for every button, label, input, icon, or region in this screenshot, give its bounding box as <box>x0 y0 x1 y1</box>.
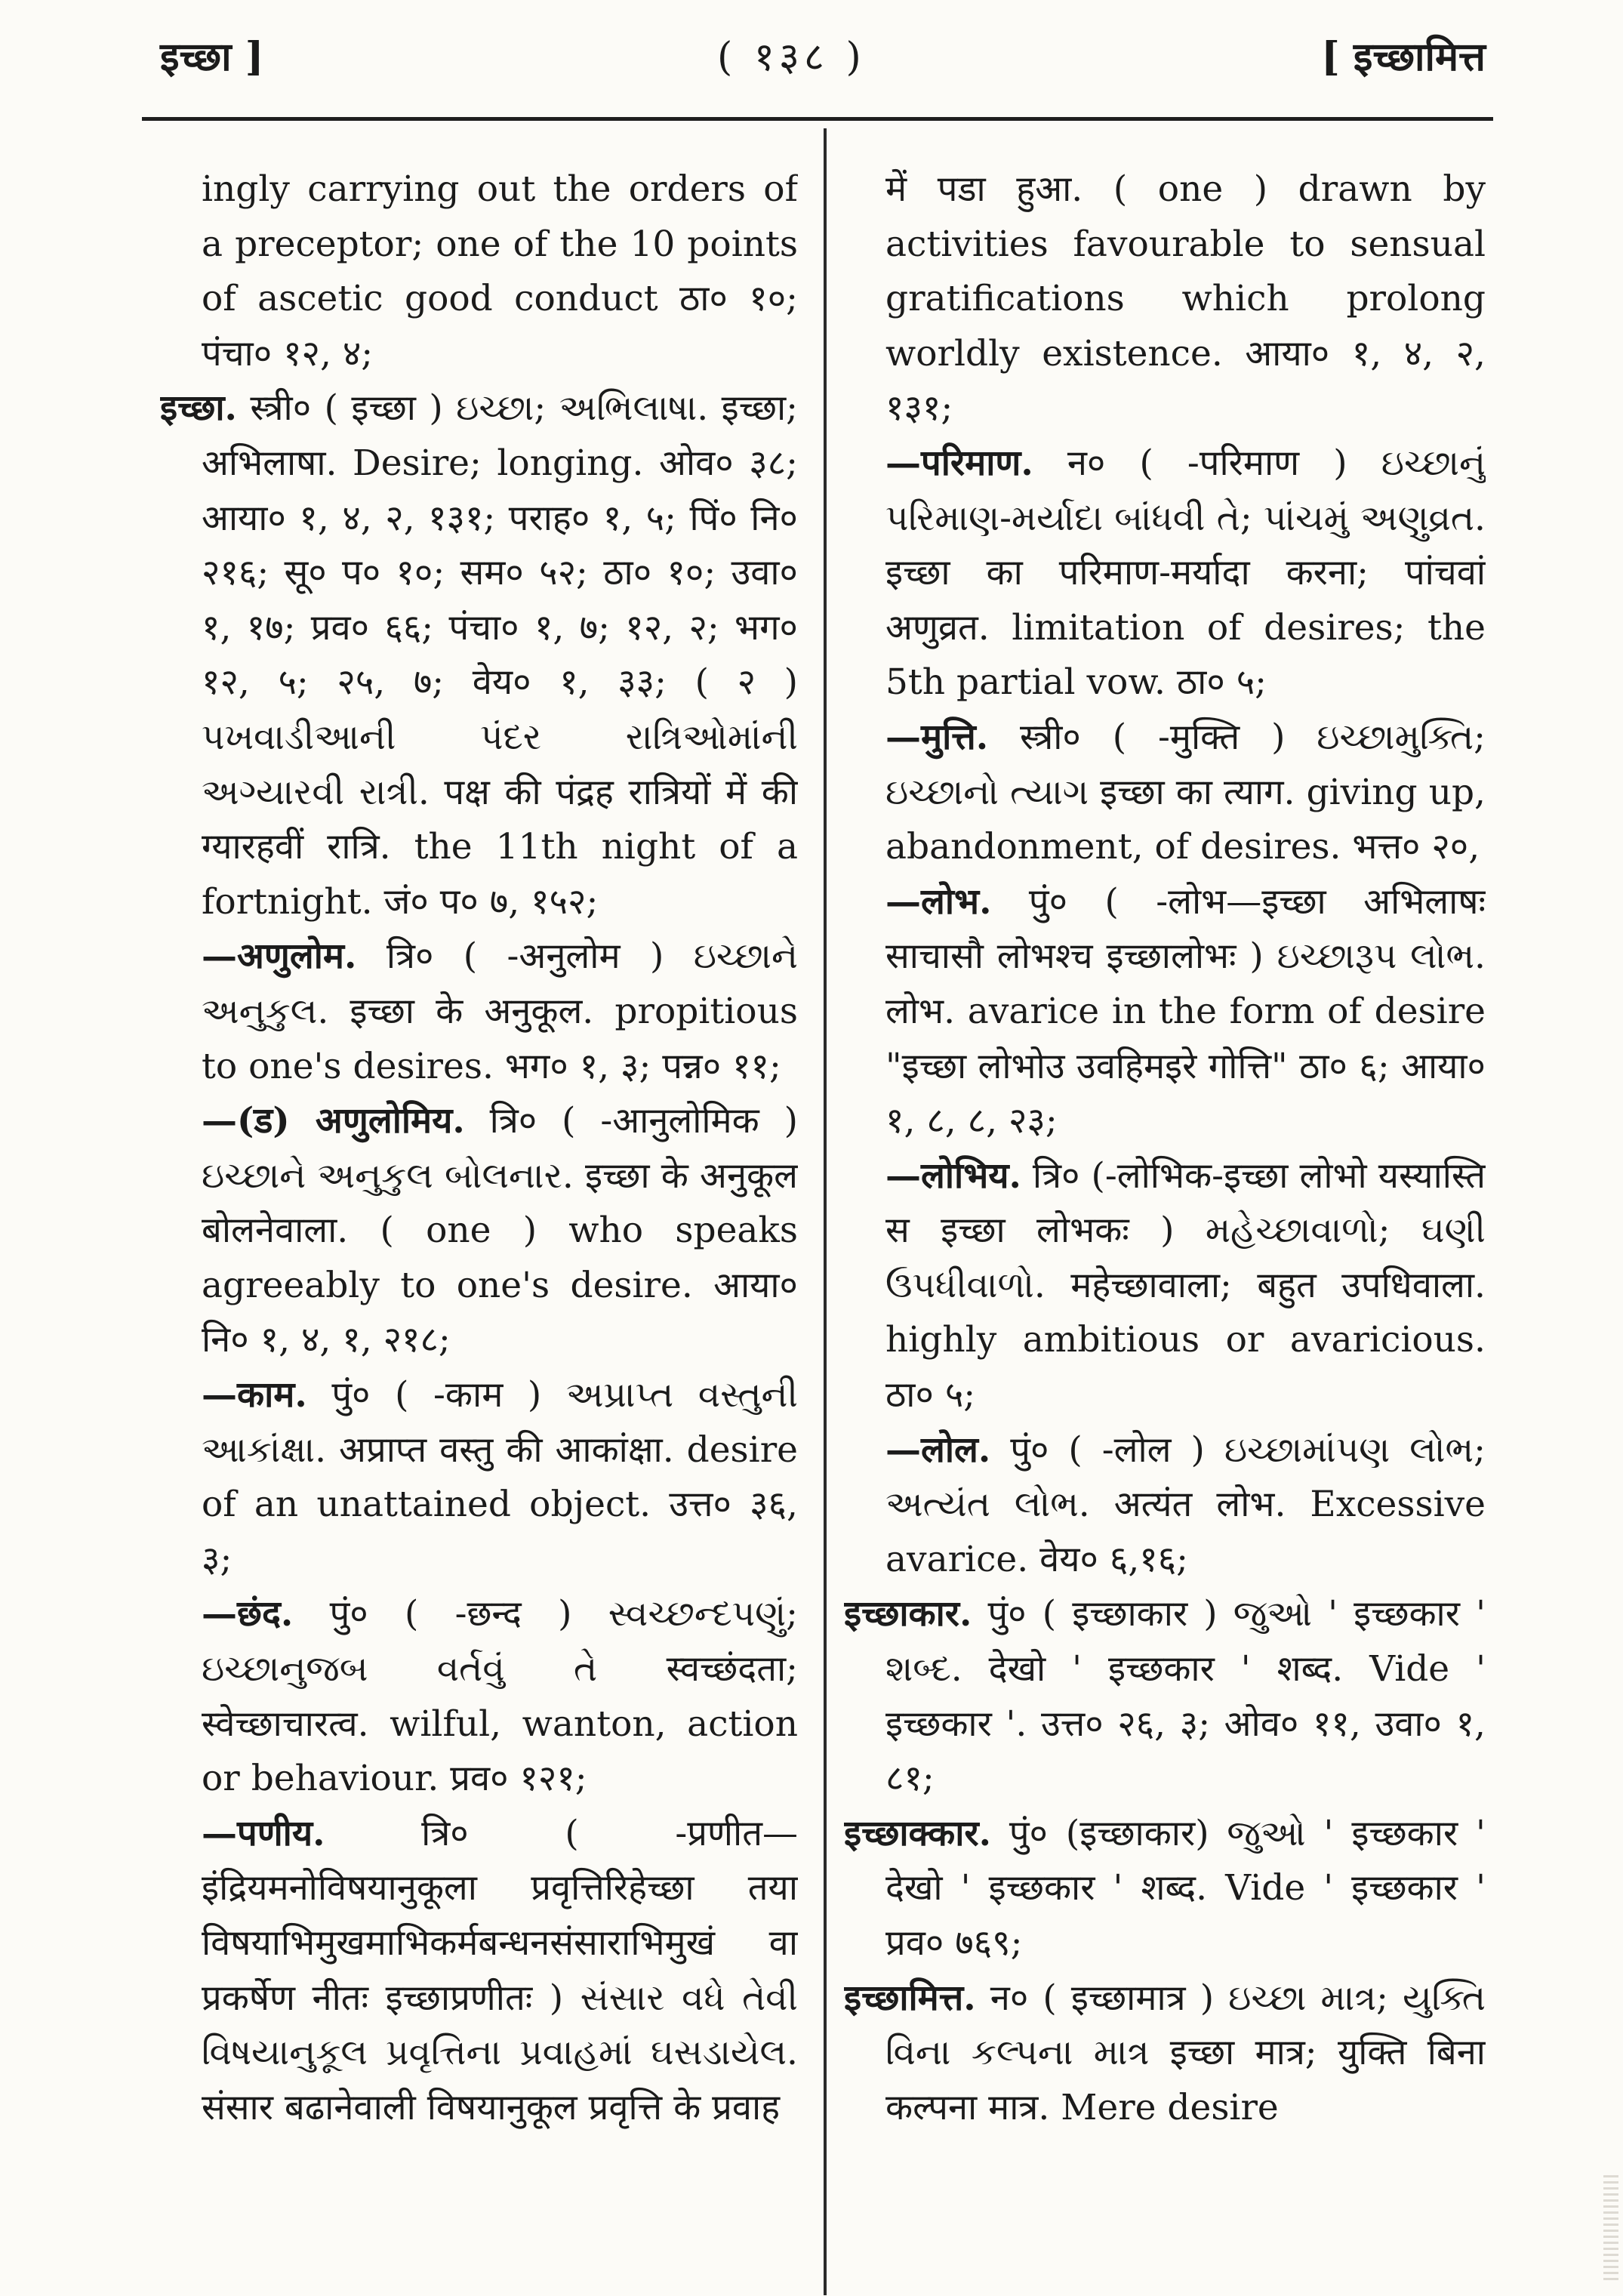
sub-entry: —परिमाण. न० ( -परिमाण ) ઇચ્છાનું પરિમાણ-મર્યાદા બાંધવી તે; પાંચમું અણુવ્રત. इच्छा का परिमाण-मर्यादा करना; पांचवां अणुव्रत. limitation of desires; the 5th partial vow. ठा० ५; <box>885 442 1486 704</box>
right-column <box>844 162 1486 2261</box>
sub-headword: —छंद. <box>202 1593 294 1635</box>
headword: इच्छाकार. <box>844 1593 972 1635</box>
sub-entry: —काम. पुं० ( -काम ) અપ્રાપ્ત વસ્તુની આકાંક્ષા. अप्राप्त वस्तु की आकांक्षा. desire of an unattained object. उत्त० ३६, ३; <box>202 1374 798 1580</box>
dictionary-entry: इच्छामित्त. न० ( इच्छामात्र ) ઇચ્છા માત્ર; યુક્તિ વિના કલ્પના માત્ર इच्छा मात्र; युक्ति बिना कल्पना मात्र. Mere desire <box>844 1977 1486 2128</box>
headword: इच्छा. <box>160 387 237 430</box>
sub-entry: —लोभ. पुं० ( -लोभ—इच्छा अभिलाषः साचासौ लोभश्च इच्छालोभः ) ઇચ્છારૂપ લોભ. लोभ. avarice in the form of desire "इच्छा लोभोउ उवहिमइरे गोत्ति" ठा० ६; आया० १, ८, ८, २३; <box>885 880 1486 1142</box>
dictionary-entry: इच्छाक्कार. पुं० (इच्छाकार) જુઓ ' इच्छकार ' देखो ' इच्छकार ' शब्द. Vide ' इच्छकार ' प्रव० ७६९; <box>844 1812 1486 1964</box>
sub-entry: —लोभिय. त्रि० (-लोभिक-इच्छा लोभो यस्यास्ति स इच्छा लोभकः ) મહેચ્છાવાળો; ઘણી ઉપધીવાળો. महेच्छावाला; बहुत उपधिवाला. highly ambitious or avaricious. ठा० ५; <box>885 1154 1486 1416</box>
sub-entry: —(ड) अणुलोमिय. त्रि० ( -आनुलोमिक ) ઇચ્છાને અનુકુલ બોલનાર. इच्छा के अनुकूल बोलनेवाला. ( one ) who speaks agreeably to one's desire. आया० नि० १, ४, १, २१८; <box>202 1100 798 1361</box>
sub-entry: —अणुलोम. त्रि० ( -अनुलोम ) ઇચ્છાને અનુકુલ. इच्छा के अनुकूल. propitious to one's desires. भग० १, ३; पन्न० ११; <box>202 935 798 1087</box>
sub-headword: —काम. <box>202 1374 307 1416</box>
scan-edge-artifact <box>1603 2174 1618 2280</box>
sub-headword: —परिमाण. <box>885 442 1033 484</box>
sub-headword: —अणुलोम. <box>202 935 357 978</box>
sub-headword: —लोल. <box>885 1428 991 1471</box>
dictionary-entry: इच्छा. स्त्री० ( इच्छा ) ઇચ્છા; અભિલાષા. इच्छा; अभिलाषा. Desire; longing. ओव० ३८; आया० १, ४, २, १३१; पराह० १, ५; पिं० नि० २१६; सू० प० १०; सम० ५२; ठा० १०; उवा० १, १७; प्रव० ६६; पंचा० १, ७; १२, २; भग० १२, ५; २५, ७; वेय० १, ३३; ( २ ) પખવાડીઆની પંદર રાત્રિઓમાંની અગ્યારવી રાત્રી. पक्ष की पंद्रह रात्रियों में की ग्यारहवीं रात्रि. the 11th night of a fortnight. जं० प० ७, १५२; <box>160 387 798 923</box>
column-divider <box>824 128 827 2295</box>
running-head-left: इच्छा ] <box>160 34 264 80</box>
page-number: ( १३८ ) <box>717 35 866 80</box>
headword: इच्छामित्त. <box>844 1977 976 2019</box>
sub-headword: —मुत्ति. <box>885 716 989 758</box>
sub-entry: —पणीय. त्रि० ( -प्रणीत—इंद्रियमनोविषयानुकूला प्रवृत्तिरिहेच्छा तया विषयाभिमुखमाभिकर्मबन्धनसंसाराभिमुखं वा प्रकर्षेण नीतः इच्छाप्रणीतः ) સંસાર વધે તેવી વિષયાનુકૂલ પ્રવૃત્તિના પ્રવાહમાં ઘસડાયેલ. संसार बढानेवाली विषयानुकूल प्रवृत्ति के प्रवाह <box>202 1812 798 2128</box>
sub-entry: —मुत्ति. स्त्री० ( -मुक्ति ) ઇચ્છામુક્તિ; ઇચ્છાનો ત્યાગ इच्छा का त्याग. giving up, abandonment, of desires. भत्त० २०, <box>885 716 1486 868</box>
running-head-right: [ इच्छामित्त <box>1321 34 1486 80</box>
sub-headword: —लोभ. <box>885 880 992 923</box>
headword: इच्छाक्कार. <box>844 1812 991 1854</box>
sub-entry: —लोल. पुं० ( -लोल ) ઇચ્છામાંપણ લોભ; અત્યંત લોભ. अत्यंत लोभ. Excessive avarice. वेय० ६,१६; <box>885 1428 1486 1580</box>
sub-headword: —पणीय. <box>202 1812 325 1854</box>
entry-continuation: ingly carrying out the orders of a preceptor; one of the 10 points of ascetic good conduct ठा० १०; पंचा० १२, ४; <box>202 168 798 374</box>
entry-continuation: में पडा हुआ. ( one ) drawn by activities favourable to sensual gratifications which prolong worldly existence. आया० १, ४, २, १३१; <box>885 168 1486 430</box>
sub-entry: —छंद. पुं० ( -छन्द ) સ્વચ્છન્દપણું; ઇચ્છાનુજબ વર્તવું તે स्वच्छंदता; स्वेच्छाचारत्व. wilful, wanton, action or behaviour. प्रव० १२१; <box>202 1593 798 1800</box>
dictionary-entry: इच्छाकार. पुं० ( इच्छाकार ) જુઓ ' इच्छकार ' શબ્દ. देखो ' इच्छकार ' शब्द. Vide ' इच्छकार '. उत्त० २६, ३; ओव० ११, उवा० १, ८१; <box>844 1593 1486 1800</box>
sub-headword: —(ड) अणुलोमिय. <box>202 1100 465 1142</box>
header-rule <box>142 117 1493 121</box>
sub-headword: —लोभिय. <box>885 1154 1021 1197</box>
left-column <box>160 162 798 2261</box>
